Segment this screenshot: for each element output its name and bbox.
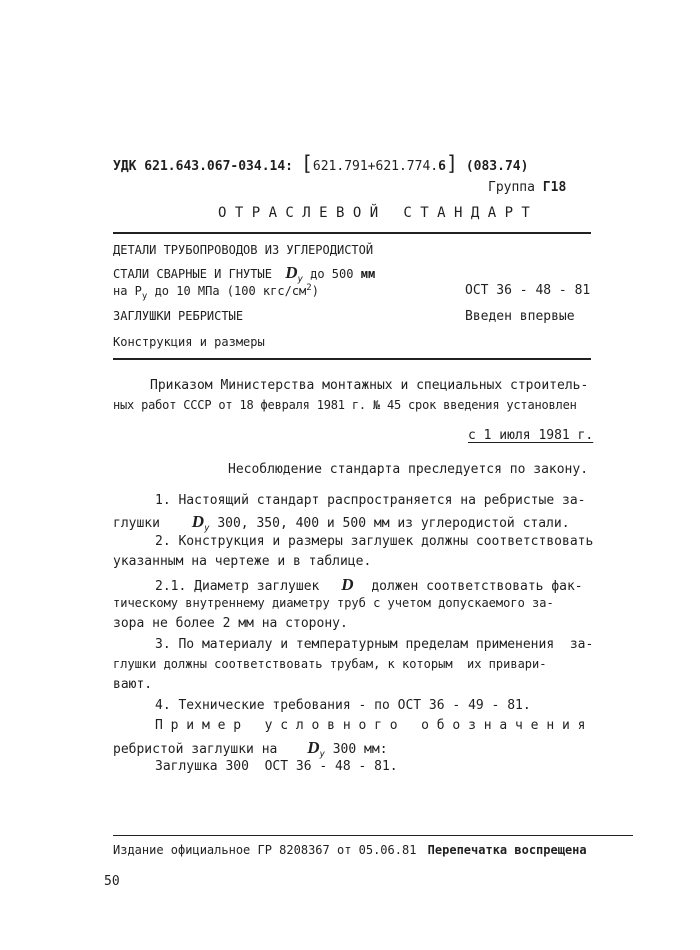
page-number: 50 (104, 874, 120, 889)
para-2-1-line-2: тическому внутреннему диаметру труб с учетом допускаемого за- (113, 596, 554, 610)
edition-note: Издание официальное ГР 8208367 от 05.06.81 (113, 843, 417, 857)
group-label (488, 180, 566, 195)
title-line-5: Конструкция и размеры (113, 335, 265, 349)
designation: ОСТ 36 - 48 - 81 (465, 283, 591, 298)
py-subscript: у (141, 291, 148, 302)
para-2-1-start: 2.1. Диаметр заглушек (155, 579, 320, 594)
example-line-3: Заглушка 300 ОСТ 36 - 48 - 81. (155, 759, 398, 774)
para-3-line-2: глушки должны соответствовать трубам, к которым их привари- (113, 657, 547, 671)
order-date: с 1 июля 1981 г. (468, 428, 594, 443)
order-line-1: Приказом Министерства монтажных и специальных строитель- (150, 378, 589, 393)
para-2-1-line-1 (155, 575, 583, 595)
udc-inner: 621.791+621.774. (312, 159, 439, 174)
title-line-2-text: СТАЛИ СВАРНЫЕ И ГНУТЫЕ (113, 267, 272, 281)
p21-d-symbol: D (341, 575, 354, 594)
ex-dn-symbol: D (307, 738, 320, 757)
example-line-2 (113, 738, 388, 760)
title-line-2-limit: до 500 (310, 267, 354, 281)
example-size: 300 мм: (332, 742, 388, 757)
ex-dn-subscript: у (319, 749, 325, 760)
title-line-3 (113, 283, 319, 301)
para-2-1-line-3: зора не более 2 мм на сторону. (113, 616, 348, 631)
udc-suffix: (083.74) (465, 159, 529, 174)
dn-subscript: у (297, 274, 303, 285)
para-1-line-2 (113, 512, 570, 534)
order-line-2: ных работ СССР от 18 февраля 1981 г. № 45 срок введения установлен (113, 398, 577, 412)
title-line-1: ДЕТАЛИ ТРУБОПРОВОДОВ ИЗ УГЛЕРОДИСТОЙ (113, 243, 374, 257)
udc-inner-last: 6 (438, 159, 446, 174)
standard-type-heading: О Т Р А С Л Е В О Й С Т А Н Д А Р Т (218, 205, 530, 221)
para-2-line-2: указанным на чертеже и в таблице. (113, 554, 372, 569)
header-rule (113, 232, 591, 234)
para-2-line-1: 2. Конструкция и размеры заглушек должны соответствовать (155, 534, 594, 549)
title-line-2 (113, 263, 375, 284)
pressure-unit-sup: 2 (306, 283, 312, 293)
reprint-notice: Перепечатка воспрещена (427, 843, 587, 857)
title-line-3-c: ) (311, 284, 319, 298)
para-3-line-1: 3. По материалу и температурным пределам применения за- (155, 637, 594, 652)
para-1-rest: 300, 350, 400 и 500 мм из углеродистой стали. (217, 516, 570, 531)
dn-symbol: D (285, 263, 298, 282)
title-rule (113, 358, 591, 360)
title-line-3-a: на P (113, 284, 142, 298)
title-line-2-unit: мм (360, 267, 376, 281)
udc-bracket-open: [ (300, 151, 313, 175)
example-heading: П р и м е р у с л о в н о г о о б о з н а ч е н и я (155, 718, 586, 733)
udc-bracket-close: ] (445, 151, 458, 175)
example-text: ребристой заглушки на (113, 742, 278, 757)
law-notice: Несоблюдение стандарта преследуется по закону. (228, 462, 589, 477)
group-word: Группа (488, 180, 535, 195)
title-line-3-b: до 10 МПа (100 кгс/см (154, 284, 307, 298)
title-line-4: ЗАГЛУШКИ РЕБРИСТЫЕ (113, 309, 244, 323)
introduced-status: Введен впервые (465, 309, 575, 324)
footer-line (113, 843, 587, 857)
para-1-line-1: 1. Настоящий стандарт распространяется на ребристые за- (155, 493, 586, 508)
para-2-1-rest: должен соответствовать фак- (371, 579, 583, 594)
para-4-line-1: 4. Технические требования - по ОСТ 36 - 49 - 81. (155, 698, 531, 713)
group-code: Г18 (542, 180, 567, 195)
para-1-word: глушки (113, 516, 160, 531)
p1-dn-symbol: D (191, 512, 205, 531)
udc-line (113, 151, 528, 175)
p1-dn-subscript: у (204, 523, 210, 534)
para-3-line-3: вают. (113, 677, 153, 692)
footer-rule (113, 835, 633, 836)
udc-prefix: УДК 621.643.067-034.14: (113, 159, 294, 174)
